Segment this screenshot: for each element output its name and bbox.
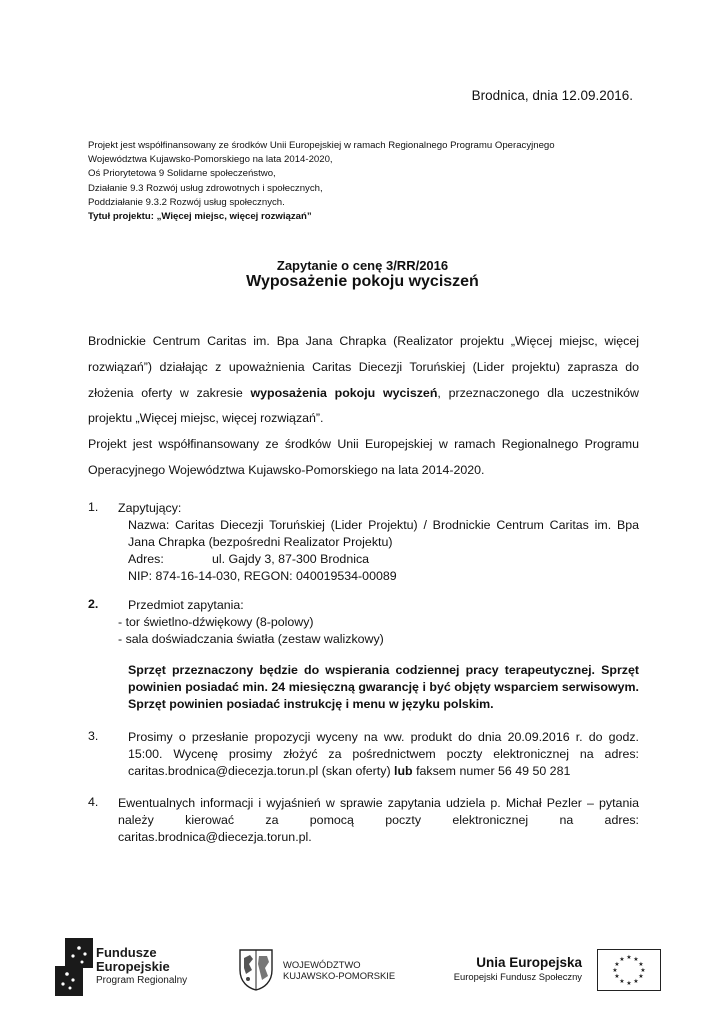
section-requester xyxy=(118,500,639,585)
fe-title: Europejskie xyxy=(96,959,170,974)
address-label: Adres: xyxy=(128,552,164,566)
section-number: 4. xyxy=(88,795,99,809)
svg-text:★: ★ xyxy=(638,961,644,968)
project-info-line: Oś Priorytetowa 9 Solidarne społeczeństwo, xyxy=(88,168,276,180)
fe-title: Fundusze xyxy=(96,945,157,960)
contact-line: Ewentualnych informacji i wyjaśnień w sprawie zapytania udziela p. Michał Pezler – pytania xyxy=(118,796,639,810)
project-info-line: Projekt jest współfinansowany ze środków Unii Europejskiej w ramach Regionalnego Programu Operacyjnego xyxy=(88,140,555,151)
project-info-line: Poddziałanie 9.3.2 Rozwój usług społecznych. xyxy=(88,196,285,208)
project-info-line: Województwa Kujawsko-Pomorskiego na lata 2014-2020, xyxy=(88,154,333,166)
svg-text:★: ★ xyxy=(638,973,644,980)
submission-line xyxy=(128,763,639,780)
subject-item: - tor świetlno-dźwiękowy (8-polowy) xyxy=(118,615,314,629)
section-number: 3. xyxy=(88,729,99,743)
query-title: Wyposażenie pokoju wyciszeń xyxy=(246,273,479,290)
footer-logos xyxy=(0,938,725,1008)
section-subject xyxy=(118,597,639,648)
submission-fax-text: faksem numer 56 49 50 281 xyxy=(412,764,571,778)
intro-line: projektu „Więcej miejsc, więcej rozwiązań”. xyxy=(88,411,324,426)
project-title-line: Tytuł projektu: „Więcej miejsc, więcej rozwiązań” xyxy=(88,211,312,223)
section-number: 1. xyxy=(88,500,99,514)
eu-text xyxy=(430,954,582,983)
intro-text-segment: złożenia oferty w zakresie xyxy=(88,385,251,400)
subject-item: - sala doświadczania światła (zestaw walizkowy) xyxy=(118,632,384,646)
submission-line: 15:00. Wycenę prosimy złożyć za pośrednictwem poczty elektronicznej na adres: xyxy=(128,747,639,761)
fundusze-europejskie-logo-icon xyxy=(55,938,93,996)
svg-text:★: ★ xyxy=(633,978,639,985)
requester-name-line: Nazwa: Caritas Diecezji Toruńskiej (Lider Projektu) / Brodnickie Centrum Caritas im. Bpa xyxy=(128,518,639,532)
subject-note-line: powinien posiadać min. 24 miesięczną gwarancję i być objęty wsparciem serwisowym. xyxy=(128,680,639,694)
svg-text:★: ★ xyxy=(633,956,639,963)
intro-line: Operacyjnego Województwa Kujawsko-Pomorskiego na lata 2014-2020. xyxy=(88,462,485,477)
kujawsko-pomorskie-crest-icon xyxy=(236,946,276,992)
query-number: Zapytanie o cenę 3/RR/2016 xyxy=(276,258,449,273)
eu-title: Unia Europejska xyxy=(476,955,582,970)
svg-text:★: ★ xyxy=(626,954,632,961)
svg-text:★: ★ xyxy=(640,967,646,974)
fe-subtitle: Program Regionalny xyxy=(96,975,188,986)
intro-line: Brodnickie Centrum Caritas im. Bpa Jana Chrapka (Realizator projektu „Więcej miejsc, więcej xyxy=(88,334,639,348)
address-value: ul. Gajdy 3, 87-300 Brodnica xyxy=(212,552,370,566)
contact-line: należy kierować za pomocą poczty elektronicznej na adres: xyxy=(118,813,639,827)
svg-text:★: ★ xyxy=(626,980,632,987)
submission-or: lub xyxy=(394,764,413,778)
wkp-line: KUJAWSKO-POMORSKIE xyxy=(283,970,396,981)
eu-subtitle: Europejski Fundusz Społeczny xyxy=(453,971,582,982)
section-contact xyxy=(118,795,639,846)
project-info-line: Działanie 9.3 Rozwój usług zdrowotnych i społecznych, xyxy=(88,182,323,194)
section-heading: Zapytujący: xyxy=(118,501,182,515)
section-submission xyxy=(128,729,639,780)
subject-note xyxy=(128,662,639,713)
subject-note-line: Sprzęt przeznaczony będzie do wspierania codziennej pracy terapeutycznej. Sprzęt xyxy=(128,663,639,677)
svg-text:★: ★ xyxy=(614,961,620,968)
svg-text:★: ★ xyxy=(614,973,620,980)
fundusze-europejskie-text xyxy=(96,946,187,988)
svg-text:★: ★ xyxy=(619,978,625,985)
svg-text:★: ★ xyxy=(612,967,618,974)
submission-email-text: caritas.brodnica@diecezja.torun.pl (skan oferty) xyxy=(128,764,395,778)
requester-name-line: Jana Chrapka (bezpośredni Realizator Projektu) xyxy=(128,535,393,549)
intro-bold-segment: wyposażenia pokoju wyciszeń xyxy=(250,385,438,400)
wkp-line: WOJEWÓDZTWO xyxy=(283,959,361,970)
intro-line xyxy=(88,381,639,407)
submission-line: Prosimy o przesłanie propozycji wyceny na ww. produkt do dnia 20.09.2016 r. do godz. xyxy=(128,730,639,744)
kujawsko-pomorskie-text xyxy=(283,959,395,981)
place-date: Brodnica, dnia 12.09.2016. xyxy=(471,88,633,103)
intro-line: rozwiązań”) działając z upoważnienia Caritas Diecezji Toruńskiej (Lider projektu) zaprasza do xyxy=(88,359,639,374)
requester-address xyxy=(118,551,639,568)
contact-email: caritas.brodnica@diecezja.torun.pl. xyxy=(118,830,312,844)
eu-flag-icon xyxy=(597,949,661,991)
svg-text:★: ★ xyxy=(619,956,625,963)
section-heading: Przedmiot zapytania: xyxy=(128,598,244,612)
intro-line: Projekt jest współfinansowany ze środków Unii Europejskiej w ramach Regionalnego Programu xyxy=(88,437,639,452)
intro-text xyxy=(88,329,639,484)
subject-note-line: Sprzęt powinien posiadać instrukcję i menu w języku polskim. xyxy=(128,697,494,711)
section-number: 2. xyxy=(88,597,99,611)
project-info xyxy=(88,139,648,224)
intro-text-segment: , przeznaczonego dla uczestników xyxy=(437,385,639,400)
requester-ids: NIP: 874-16-14-030, REGON: 040019534-00089 xyxy=(128,569,397,583)
